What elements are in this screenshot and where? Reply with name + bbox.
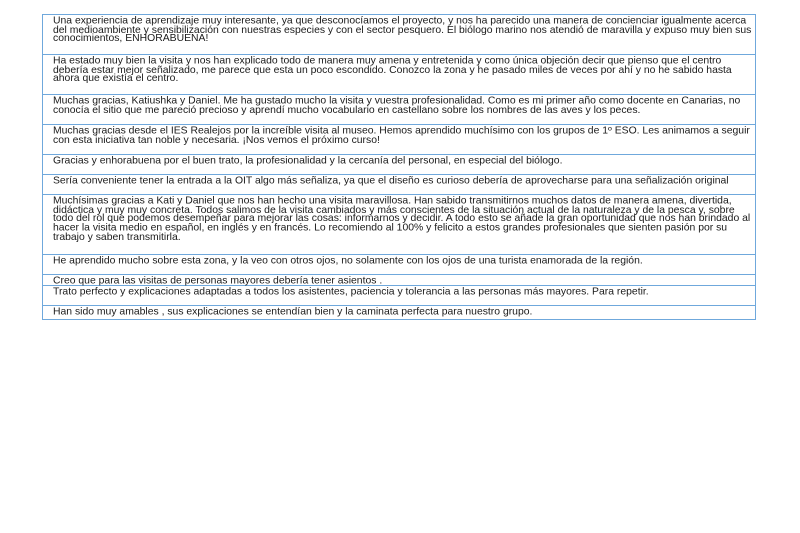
comment-text: Muchísimas gracias a Kati y Daniel que nos han hecho una visita maravillosa. Han sabido transmitirnos muchos datos de manera amena, divertida, didáctica y muy muy concreta. Todos salimos de la visita cambiados y más conscientes de la situación actual de la naturaleza y de la pesca y, sobre todo del rol que podemos desempeñar para mejorar las cosas: informarnos y decidir. A todo esto se añade la gran oportunidad que nos han brindado al hacer la visita medio en español, en inglés y en francés. Lo recomiendo al 100% y felicito a estos grandes profesionales que sienten pasión por su trabajo y saben transmitirla. <box>53 196 751 243</box>
comment-text: Ha estado muy bien la visita y nos han explicado todo de manera muy amena y entretenida y como única objeción decir que pienso que el centro debería estar mejor señalizado, me parece que esta un poco escondido. Conozco la zona y he pasado miles de veces por ahí y no he sabido hasta ahora que existía el centro. <box>53 56 732 85</box>
comment-text: Una experiencia de aprendizaje muy interesante, ya que desconocíamos el proyecto, y nos ha parecido una manera de concienciar igualmente acerca del medioambiente y sensibilización con nuestras especies y con el sector pesquero. El biólogo marino nos atendió de maravilla y expuso muy bien sus conocimientos, ENHORABUENA! <box>53 16 752 45</box>
comments-table <box>42 14 756 320</box>
comment-row <box>43 174 755 194</box>
comment-row <box>43 124 755 154</box>
comment-row <box>43 14 755 54</box>
comment-text: Creo que para las visitas de personas mayores debería tener asientos . <box>53 276 383 287</box>
comment-row <box>43 54 755 94</box>
comment-text: He aprendido mucho sobre esta zona, y la veo con otros ojos, no solamente con los ojos de una turista enamorada de la región. <box>53 256 643 267</box>
comment-row <box>43 305 755 319</box>
comment-text: Muchas gracias desde el IES Realejos por la increíble visita al museo. Hemos aprendido muchísimo con los grupos de 1º ESO. Les animamos a seguir con esta iniciativa tan noble y necesaria. ¡Nos vemos el próximo curso! <box>53 126 750 146</box>
comment-row <box>43 194 755 254</box>
comment-row <box>43 154 755 174</box>
comment-text: Han sido muy amables , sus explicaciones se entendían bien y la caminata perfecta para nuestro grupo. <box>53 307 533 318</box>
comment-text: Sería conveniente tener la entrada a la OIT algo más señaliza, ya que el diseño es curioso debería de aprovecharse para una señalización original <box>53 176 729 187</box>
comment-text: Muchas gracias, Katiushka y Daniel. Me ha gustado mucho la visita y vuestra profesionalidad. Como es mi primer año como docente en Canarias, no conocía el sitio que me pareció precioso y aprendí mucho vocabulario en castellano sobre los nombres de las aves y los peces. <box>53 96 741 116</box>
comment-text: Trato perfecto y explicaciones adaptadas a todos los asistentes, paciencia y tolerancia a las personas más mayores. Para repetir. <box>53 287 649 298</box>
comment-row <box>43 254 755 274</box>
comment-row <box>43 274 755 285</box>
comment-row <box>43 94 755 124</box>
comment-row <box>43 285 755 305</box>
comment-text: Gracias y enhorabuena por el buen trato, la profesionalidad y la cercanía del personal, en especial del biólogo. <box>53 156 563 167</box>
